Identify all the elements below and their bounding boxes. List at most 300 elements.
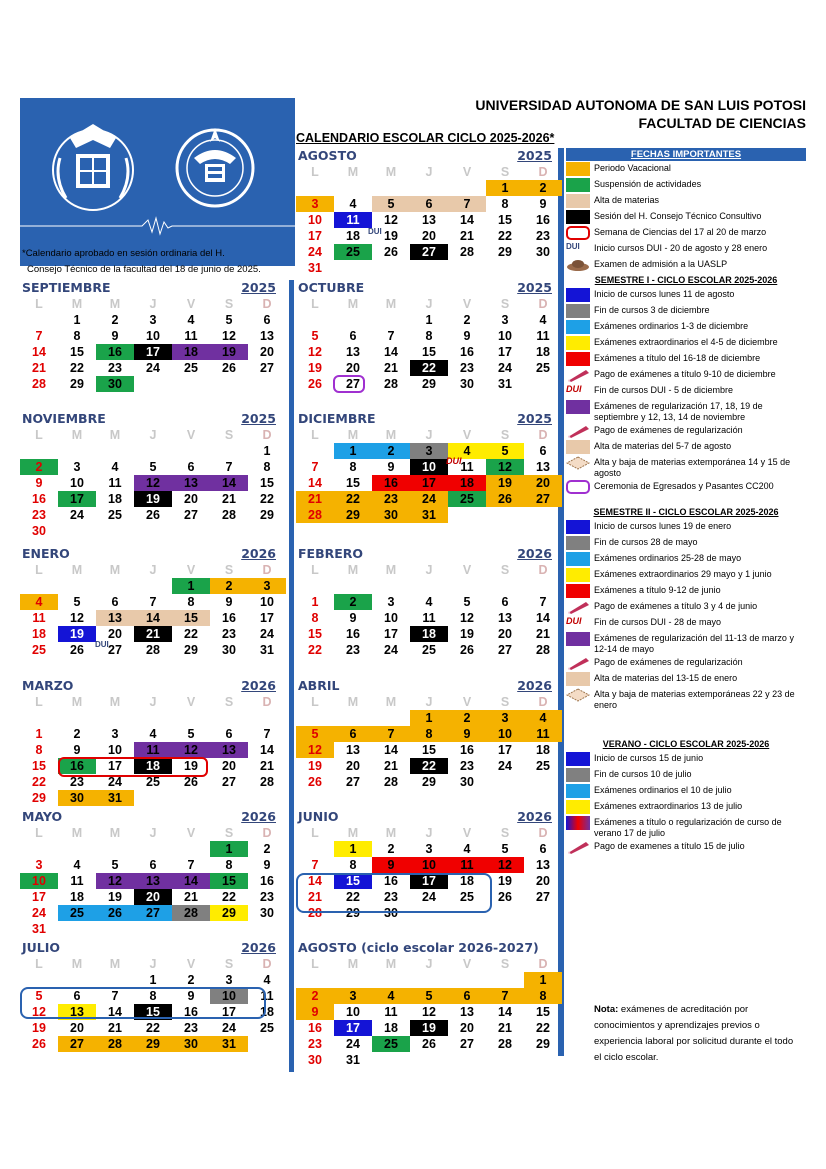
- day-name: V: [462, 563, 472, 577]
- day-cell: 20: [184, 492, 198, 506]
- day-cell: 26: [222, 361, 236, 375]
- pen-icon: [566, 368, 590, 382]
- legend-item: [566, 209, 806, 225]
- day-cell: 14: [210, 475, 248, 491]
- day-cell: 11: [134, 742, 172, 758]
- month-header: [296, 546, 562, 562]
- day-cell: 12: [172, 742, 210, 758]
- day-cell: 25: [58, 905, 96, 921]
- day-cell: 31: [260, 643, 274, 657]
- month-grid: [20, 825, 286, 937]
- legend-text: Alta de materias del 13-15 de enero: [594, 673, 738, 683]
- day-cell: 24: [146, 361, 160, 375]
- day-cell: 21: [32, 361, 46, 375]
- day-cell: 25: [372, 1036, 410, 1052]
- legend-item: [566, 303, 806, 319]
- day-cell: 16: [58, 758, 96, 774]
- day-cell: 6: [225, 727, 233, 741]
- legend-sem2-title: SEMESTRE II - CICLO ESCOLAR 2025-2026: [593, 507, 779, 517]
- day-cell: 5: [501, 842, 509, 856]
- day-cell: 15: [210, 873, 248, 889]
- day-cell: 25: [460, 890, 474, 904]
- day-cell: 8: [225, 858, 233, 872]
- day-cell: 28: [308, 906, 322, 920]
- day-cell: 29: [260, 508, 274, 522]
- month-name: NOVIEMBRE: [22, 411, 106, 426]
- day-cell: 13: [346, 743, 360, 757]
- day-cell: 4: [73, 858, 81, 872]
- day-cell: 17: [58, 491, 96, 507]
- day-cell: 19: [498, 874, 512, 888]
- month-agosto-2026: [296, 940, 562, 1068]
- day-name: V: [462, 165, 472, 179]
- color-swatch: [566, 440, 590, 454]
- day-name: M: [347, 826, 359, 840]
- day-cell: 22: [536, 1021, 550, 1035]
- day-cell: 21: [536, 627, 550, 641]
- day-name: V: [186, 563, 196, 577]
- month-header: [20, 678, 286, 694]
- day-cell: 30: [222, 643, 236, 657]
- day-cell: 27: [222, 775, 236, 789]
- legend-item: [566, 439, 806, 455]
- legend-text: Exámenes a título o regularización de curso de verano 17 de julio: [594, 817, 782, 838]
- day-cell: 26: [486, 491, 524, 507]
- day-cell: 12: [384, 213, 398, 227]
- legend-text: Fin de cursos DUI - 5 de diciembre: [594, 385, 734, 395]
- day-cell: 19: [32, 1021, 46, 1035]
- day-cell: 17: [410, 873, 448, 889]
- month-year: 2026: [517, 678, 552, 693]
- legend-text: Exámenes ordinarios 1-3 de diciembre: [594, 321, 749, 331]
- day-cell: 2: [187, 973, 195, 987]
- day-name: D: [538, 695, 548, 709]
- month-name: FEBRERO: [298, 546, 364, 561]
- day-cell: 19: [210, 344, 248, 360]
- day-cell: 5: [225, 313, 233, 327]
- pulse-line-icon: [20, 216, 295, 236]
- month-year: 2025: [517, 411, 552, 426]
- day-cell: 3: [111, 727, 119, 741]
- day-cell: 11: [32, 611, 46, 625]
- day-name: M: [347, 563, 359, 577]
- legend-text: Pago de exámenes de regularización: [594, 657, 743, 667]
- month-grid: [296, 164, 562, 276]
- day-name: M: [71, 826, 83, 840]
- legend-text: Exámenes ordinarios 25-28 de mayo: [594, 553, 742, 563]
- day-cell: 21: [498, 1021, 512, 1035]
- month-abril: [296, 678, 562, 790]
- day-cell: 5: [311, 329, 319, 343]
- day-cell: 6: [111, 595, 119, 609]
- day-cell: 12: [70, 611, 84, 625]
- color-swatch: [566, 584, 590, 598]
- day-cell: 29: [134, 1036, 172, 1052]
- day-name: M: [347, 957, 359, 971]
- day-cell: 18: [448, 475, 486, 491]
- day-cell: 31: [410, 507, 448, 523]
- day-cell: 16: [184, 1005, 198, 1019]
- calendar-title: CALENDARIO ESCOLAR CICLO 2025-2026*: [296, 131, 555, 145]
- day-name: V: [462, 297, 472, 311]
- day-cell: 10: [260, 595, 274, 609]
- day-cell: 11: [460, 460, 474, 474]
- day-cell: 7: [225, 460, 233, 474]
- legend-text: Pago de exámenes de regularización: [594, 425, 743, 435]
- month-name: JUNIO: [298, 809, 339, 824]
- day-cell: 4: [463, 842, 471, 856]
- day-cell: 19: [308, 361, 322, 375]
- month-name: AGOSTO (ciclo escolar 2026-2027): [298, 940, 539, 955]
- day-cell: 2: [448, 710, 486, 726]
- day-cell: 3: [73, 460, 81, 474]
- day-cell: 8: [501, 197, 509, 211]
- color-swatch: [566, 304, 590, 318]
- day-cell: 22: [410, 360, 448, 376]
- legend-item: [566, 319, 806, 335]
- day-cell: 16: [536, 213, 550, 227]
- day-cell: 23: [346, 643, 360, 657]
- day-cell: 24: [32, 906, 46, 920]
- month-year: 2025: [517, 280, 552, 295]
- day-cell: 11: [448, 857, 486, 873]
- day-name: V: [462, 826, 472, 840]
- legend-text: Alta y baja de materias extemporáneas 22 y 23 de enero: [594, 689, 795, 710]
- day-cell: 18: [384, 1021, 398, 1035]
- legend-item: [566, 455, 806, 479]
- day-name: M: [385, 826, 397, 840]
- legend-text: Inicio de cursos lunes 19 de enero: [594, 521, 732, 531]
- color-swatch: [566, 352, 590, 366]
- day-cell: 26: [308, 775, 322, 789]
- day-cell: 13: [172, 475, 210, 491]
- day-cell: 15: [422, 743, 436, 757]
- approval-note: *Calendario aprobado en sesión ordinaria del H. Consejo Técnico de la facultad del 18 de junio de 2025.: [22, 248, 261, 275]
- day-cell: 21: [296, 491, 334, 507]
- legend-text: Examen de admisión a la UASLP: [594, 259, 728, 269]
- separator-bar: [289, 280, 294, 1072]
- day-cell: 19: [184, 759, 198, 773]
- day-name: D: [262, 428, 272, 442]
- day-cell: 21: [384, 759, 398, 773]
- day-cell: 30: [260, 906, 274, 920]
- day-cell: 30: [384, 906, 398, 920]
- day-cell: 24: [422, 890, 436, 904]
- day-cell: 24: [70, 508, 84, 522]
- day-cell: 24: [222, 1021, 236, 1035]
- day-cell: 17: [334, 1020, 372, 1036]
- day-cell: 8: [149, 989, 157, 1003]
- day-cell: 29: [184, 643, 198, 657]
- color-swatch: [566, 520, 590, 534]
- day-cell: 19: [384, 229, 398, 243]
- day-cell: 1: [334, 841, 372, 857]
- day-cell: 9: [296, 1004, 334, 1020]
- day-cell: 6: [149, 858, 157, 872]
- day-name: D: [262, 957, 272, 971]
- day-cell: 16: [32, 492, 46, 506]
- day-cell: 20: [460, 1021, 474, 1035]
- day-cell: 13: [460, 1005, 474, 1019]
- day-cell: 4: [425, 595, 433, 609]
- day-cell: 4: [349, 197, 357, 211]
- day-cell: 1: [35, 727, 43, 741]
- day-cell: 7: [187, 858, 195, 872]
- day-cell: 11: [184, 329, 198, 343]
- day-name: V: [462, 957, 472, 971]
- day-cell: 15: [70, 345, 84, 359]
- day-cell: 26: [32, 1037, 46, 1051]
- day-name: J: [149, 563, 157, 577]
- ciencias-seal-icon: [172, 118, 258, 214]
- day-cell: 28: [460, 245, 474, 259]
- color-swatch: [566, 178, 590, 192]
- day-cell: 18: [108, 492, 122, 506]
- color-swatch: [566, 568, 590, 582]
- month-name: AGOSTO: [298, 148, 357, 163]
- day-name: D: [538, 957, 548, 971]
- legend-sem2: [566, 519, 806, 711]
- day-cell: 10: [346, 1005, 360, 1019]
- day-cell: 3: [334, 988, 372, 1004]
- day-cell: 16: [260, 874, 274, 888]
- day-cell: 19: [108, 890, 122, 904]
- day-cell: 3: [387, 595, 395, 609]
- day-cell: 21: [222, 492, 236, 506]
- day-cell: 24: [498, 361, 512, 375]
- month-header: [20, 546, 286, 562]
- month-name: SEPTIEMBRE: [22, 280, 111, 295]
- day-cell: 7: [263, 727, 271, 741]
- day-cell: 22: [70, 361, 84, 375]
- day-cell: 28: [146, 643, 160, 657]
- legend-text: Exámenes extraordinarios el 4-5 de diciembre: [594, 337, 778, 347]
- day-cell: 19: [460, 627, 474, 641]
- day-cell: 2: [296, 988, 334, 1004]
- day-cell: 29: [334, 507, 372, 523]
- legend-item: [566, 599, 806, 615]
- day-cell: 27: [410, 244, 448, 260]
- day-cell: 13: [498, 611, 512, 625]
- day-cell: 25: [184, 361, 198, 375]
- pen-icon: [566, 600, 590, 614]
- day-cell: 2: [524, 180, 562, 196]
- day-cell: 7: [311, 858, 319, 872]
- day-name: L: [311, 165, 319, 179]
- day-name: J: [425, 165, 433, 179]
- day-name: D: [262, 695, 272, 709]
- day-cell: 29: [498, 245, 512, 259]
- month-mayo: [20, 809, 286, 937]
- day-cell: 7: [35, 329, 43, 343]
- day-cell: 23: [32, 508, 46, 522]
- day-cell: 14: [134, 610, 172, 626]
- day-cell: 28: [96, 1036, 134, 1052]
- day-cell: 20: [260, 345, 274, 359]
- day-name: S: [224, 297, 234, 311]
- day-cell: 17: [498, 743, 512, 757]
- legend-item: [566, 177, 806, 193]
- day-cell: 26: [422, 1037, 436, 1051]
- color-swatch: [566, 162, 590, 176]
- legend-sem1: [566, 287, 806, 495]
- day-cell: 13: [210, 742, 248, 758]
- day-cell: 19: [308, 759, 322, 773]
- day-cell: 27: [134, 905, 172, 921]
- day-cell: 3: [296, 196, 334, 212]
- day-cell: 5: [35, 989, 43, 1003]
- note: [594, 1002, 794, 1066]
- day-cell: 7: [372, 726, 410, 742]
- day-cell: 10: [410, 459, 448, 475]
- day-cell: 2: [263, 842, 271, 856]
- month-febrero: [296, 546, 562, 658]
- day-name: M: [385, 563, 397, 577]
- day-cell: 25: [536, 361, 550, 375]
- legend-summer: [566, 751, 806, 855]
- day-cell: 12: [296, 742, 334, 758]
- legend-text: Fin de cursos 3 de diciembre: [594, 305, 710, 315]
- day-cell: 20: [422, 229, 436, 243]
- day-cell: 17: [32, 890, 46, 904]
- day-cell: 1: [149, 973, 157, 987]
- day-cell: 26: [184, 775, 198, 789]
- day-cell: 18: [346, 229, 360, 243]
- day-cell: 6: [539, 444, 547, 458]
- day-cell: 4: [149, 727, 157, 741]
- day-cell: 29: [32, 791, 46, 805]
- day-cell: 2: [372, 443, 410, 459]
- legend: [566, 148, 806, 855]
- day-name: M: [347, 165, 359, 179]
- legend-sem1-title: SEMESTRE I - CICLO ESCOLAR 2025-2026: [594, 275, 778, 285]
- day-cell: 19: [58, 626, 96, 642]
- day-cell: 1: [425, 313, 433, 327]
- day-cell: 26: [308, 377, 322, 391]
- month-marzo: [20, 678, 286, 806]
- month-header: [296, 940, 562, 956]
- day-cell: 15: [260, 476, 274, 490]
- day-cell: 16: [460, 743, 474, 757]
- day-cell: 5: [149, 460, 157, 474]
- day-cell: 2: [73, 727, 81, 741]
- day-name: J: [425, 826, 433, 840]
- day-cell: 23: [460, 759, 474, 773]
- day-cell: 9: [111, 329, 119, 343]
- day-name: V: [186, 826, 196, 840]
- day-cell: 8: [349, 460, 357, 474]
- day-name: M: [385, 297, 397, 311]
- day-cell: 3: [501, 313, 509, 327]
- color-swatch: [566, 194, 590, 208]
- day-cell: 25: [448, 491, 486, 507]
- day-name: M: [109, 957, 121, 971]
- day-cell: 20: [108, 627, 122, 641]
- day-cell: 27: [184, 508, 198, 522]
- day-cell: 21: [460, 229, 474, 243]
- month-year: 2026: [241, 809, 276, 824]
- day-cell: 23: [536, 229, 550, 243]
- day-cell: 29: [210, 905, 248, 921]
- day-cell: 20: [222, 759, 236, 773]
- legend-general: [566, 161, 806, 273]
- month-header: [296, 148, 562, 164]
- day-name: M: [385, 957, 397, 971]
- day-cell: 13: [422, 213, 436, 227]
- legend-text: Ceremonia de Egresados y Pasantes CC200: [594, 481, 774, 491]
- day-name: J: [149, 297, 157, 311]
- legend-header: FECHAS IMPORTANTES: [566, 148, 806, 161]
- day-cell: 2: [334, 594, 372, 610]
- day-cell: 29: [346, 906, 360, 920]
- day-cell: 28: [32, 377, 46, 391]
- day-cell: 3: [425, 842, 433, 856]
- color-swatch: [566, 632, 590, 646]
- day-name: M: [71, 957, 83, 971]
- verano-outline: [20, 987, 266, 1019]
- day-name: D: [538, 428, 548, 442]
- pen-icon: [566, 656, 590, 670]
- day-cell: 4: [448, 443, 486, 459]
- day-cell: 23: [308, 1037, 322, 1051]
- day-name: M: [109, 826, 121, 840]
- day-cell: 27: [498, 643, 512, 657]
- day-cell: 18: [536, 743, 550, 757]
- day-cell: 12: [134, 475, 172, 491]
- color-swatch: [566, 768, 590, 782]
- day-name: M: [385, 165, 397, 179]
- day-cell: 15: [308, 627, 322, 641]
- legend-text: Fin de cursos 10 de julio: [594, 769, 692, 779]
- day-cell: 16: [96, 344, 134, 360]
- month-name: ENERO: [22, 546, 70, 561]
- day-cell: 1: [486, 180, 524, 196]
- legend-item: [566, 783, 806, 799]
- day-cell: 25: [422, 643, 436, 657]
- month-header: [20, 940, 286, 956]
- day-cell: 10: [210, 988, 248, 1004]
- day-cell: 22: [146, 1021, 160, 1035]
- day-cell: 19: [486, 475, 524, 491]
- day-name: V: [186, 695, 196, 709]
- day-name: L: [311, 563, 319, 577]
- day-cell: 27: [346, 377, 360, 391]
- month-header: [296, 411, 562, 427]
- dui-icon: DUI: [566, 242, 580, 251]
- day-cell: 5: [486, 443, 524, 459]
- legend-item: [566, 241, 806, 257]
- day-name: J: [149, 428, 157, 442]
- day-cell: 28: [536, 643, 550, 657]
- day-cell: 31: [498, 377, 512, 391]
- day-cell: 2: [20, 459, 58, 475]
- day-cell: 14: [460, 213, 474, 227]
- day-cell: 1: [311, 595, 319, 609]
- day-name: J: [425, 695, 433, 709]
- day-cell: 14: [384, 743, 398, 757]
- day-cell: 10: [308, 213, 322, 227]
- day-cell: 10: [384, 611, 398, 625]
- day-cell: 19: [410, 1020, 448, 1036]
- legend-text: Fin de cursos 28 de mayo: [594, 537, 698, 547]
- day-cell: 20: [134, 889, 172, 905]
- day-cell: 16: [384, 874, 398, 888]
- dui-marker: DUI: [95, 640, 109, 649]
- day-cell: 15: [346, 476, 360, 490]
- month-year: 2025: [517, 148, 552, 163]
- day-cell: 17: [498, 345, 512, 359]
- legend-text: Pago de exámenes a título 3 y 4 de junio: [594, 601, 758, 611]
